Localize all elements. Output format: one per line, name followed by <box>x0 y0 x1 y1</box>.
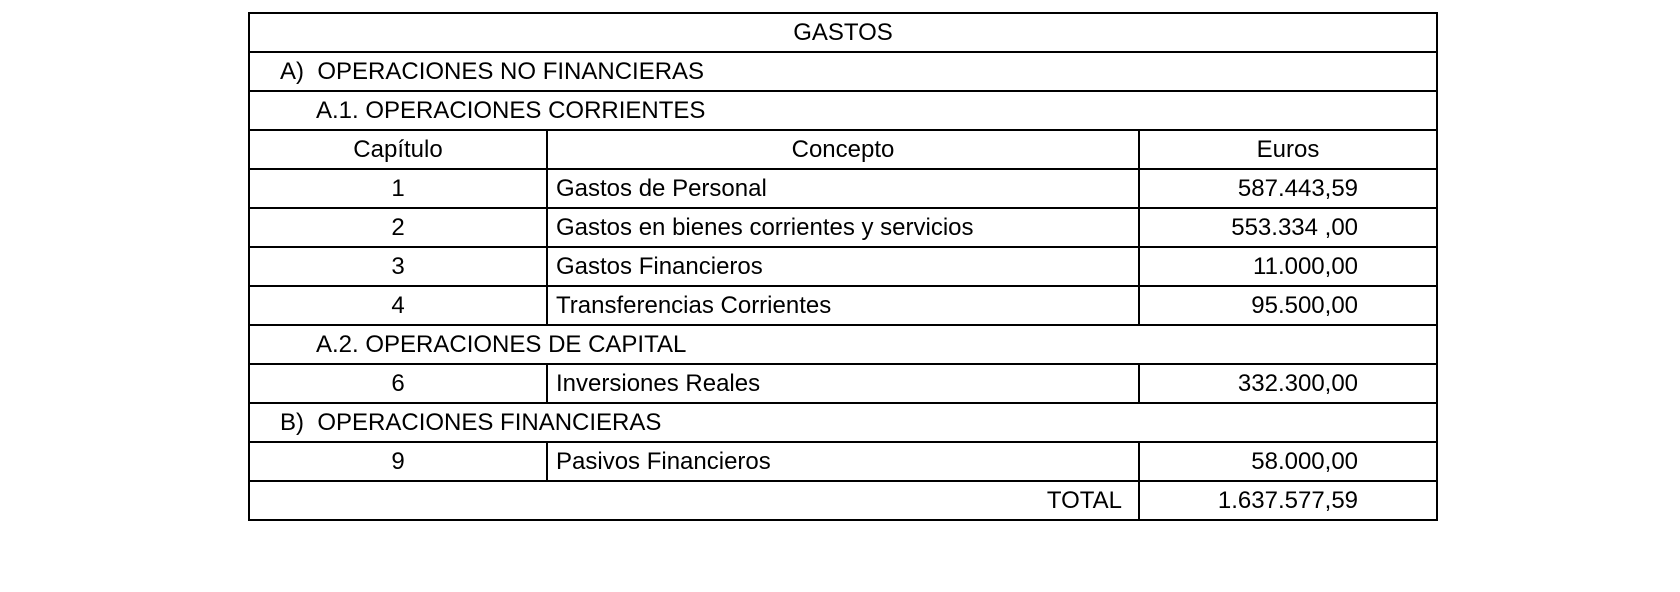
cell-euros: 553.334 ,00 <box>1139 208 1437 247</box>
section-row <box>249 52 1437 91</box>
table-row <box>249 208 1437 247</box>
table-row <box>249 286 1437 325</box>
expenses-table <box>248 12 1438 521</box>
total-label: TOTAL <box>249 481 1139 520</box>
table-row <box>249 169 1437 208</box>
total-value: 1.637.577,59 <box>1139 481 1437 520</box>
table-title: GASTOS <box>249 13 1437 52</box>
total-row <box>249 481 1437 520</box>
cell-capitulo: 3 <box>249 247 547 286</box>
cell-capitulo: 4 <box>249 286 547 325</box>
cell-euros: 58.000,00 <box>1139 442 1437 481</box>
header-capitulo: Capítulo <box>249 130 547 169</box>
cell-capitulo: 1 <box>249 169 547 208</box>
section-b-heading: B) OPERACIONES FINANCIERAS <box>249 403 1437 442</box>
cell-capitulo: 2 <box>249 208 547 247</box>
section-row <box>249 91 1437 130</box>
section-row <box>249 403 1437 442</box>
cell-euros: 587.443,59 <box>1139 169 1437 208</box>
cell-concepto: Inversiones Reales <box>547 364 1139 403</box>
section-a-heading: A) OPERACIONES NO FINANCIERAS <box>249 52 1437 91</box>
cell-concepto: Pasivos Financieros <box>547 442 1139 481</box>
section-row <box>249 325 1437 364</box>
section-a2-heading: A.2. OPERACIONES DE CAPITAL <box>249 325 1437 364</box>
cell-concepto: Gastos de Personal <box>547 169 1139 208</box>
cell-euros: 11.000,00 <box>1139 247 1437 286</box>
table-row <box>249 364 1437 403</box>
section-a1-heading: A.1. OPERACIONES CORRIENTES <box>249 91 1437 130</box>
cell-euros: 95.500,00 <box>1139 286 1437 325</box>
table-row <box>249 247 1437 286</box>
cell-concepto: Gastos Financieros <box>547 247 1139 286</box>
header-euros: Euros <box>1139 130 1437 169</box>
cell-euros: 332.300,00 <box>1139 364 1437 403</box>
cell-concepto: Transferencias Corrientes <box>547 286 1139 325</box>
title-row <box>249 13 1437 52</box>
cell-capitulo: 9 <box>249 442 547 481</box>
cell-concepto: Gastos en bienes corrientes y servicios <box>547 208 1139 247</box>
header-row <box>249 130 1437 169</box>
header-concepto: Concepto <box>547 130 1139 169</box>
cell-capitulo: 6 <box>249 364 547 403</box>
table-row <box>249 442 1437 481</box>
